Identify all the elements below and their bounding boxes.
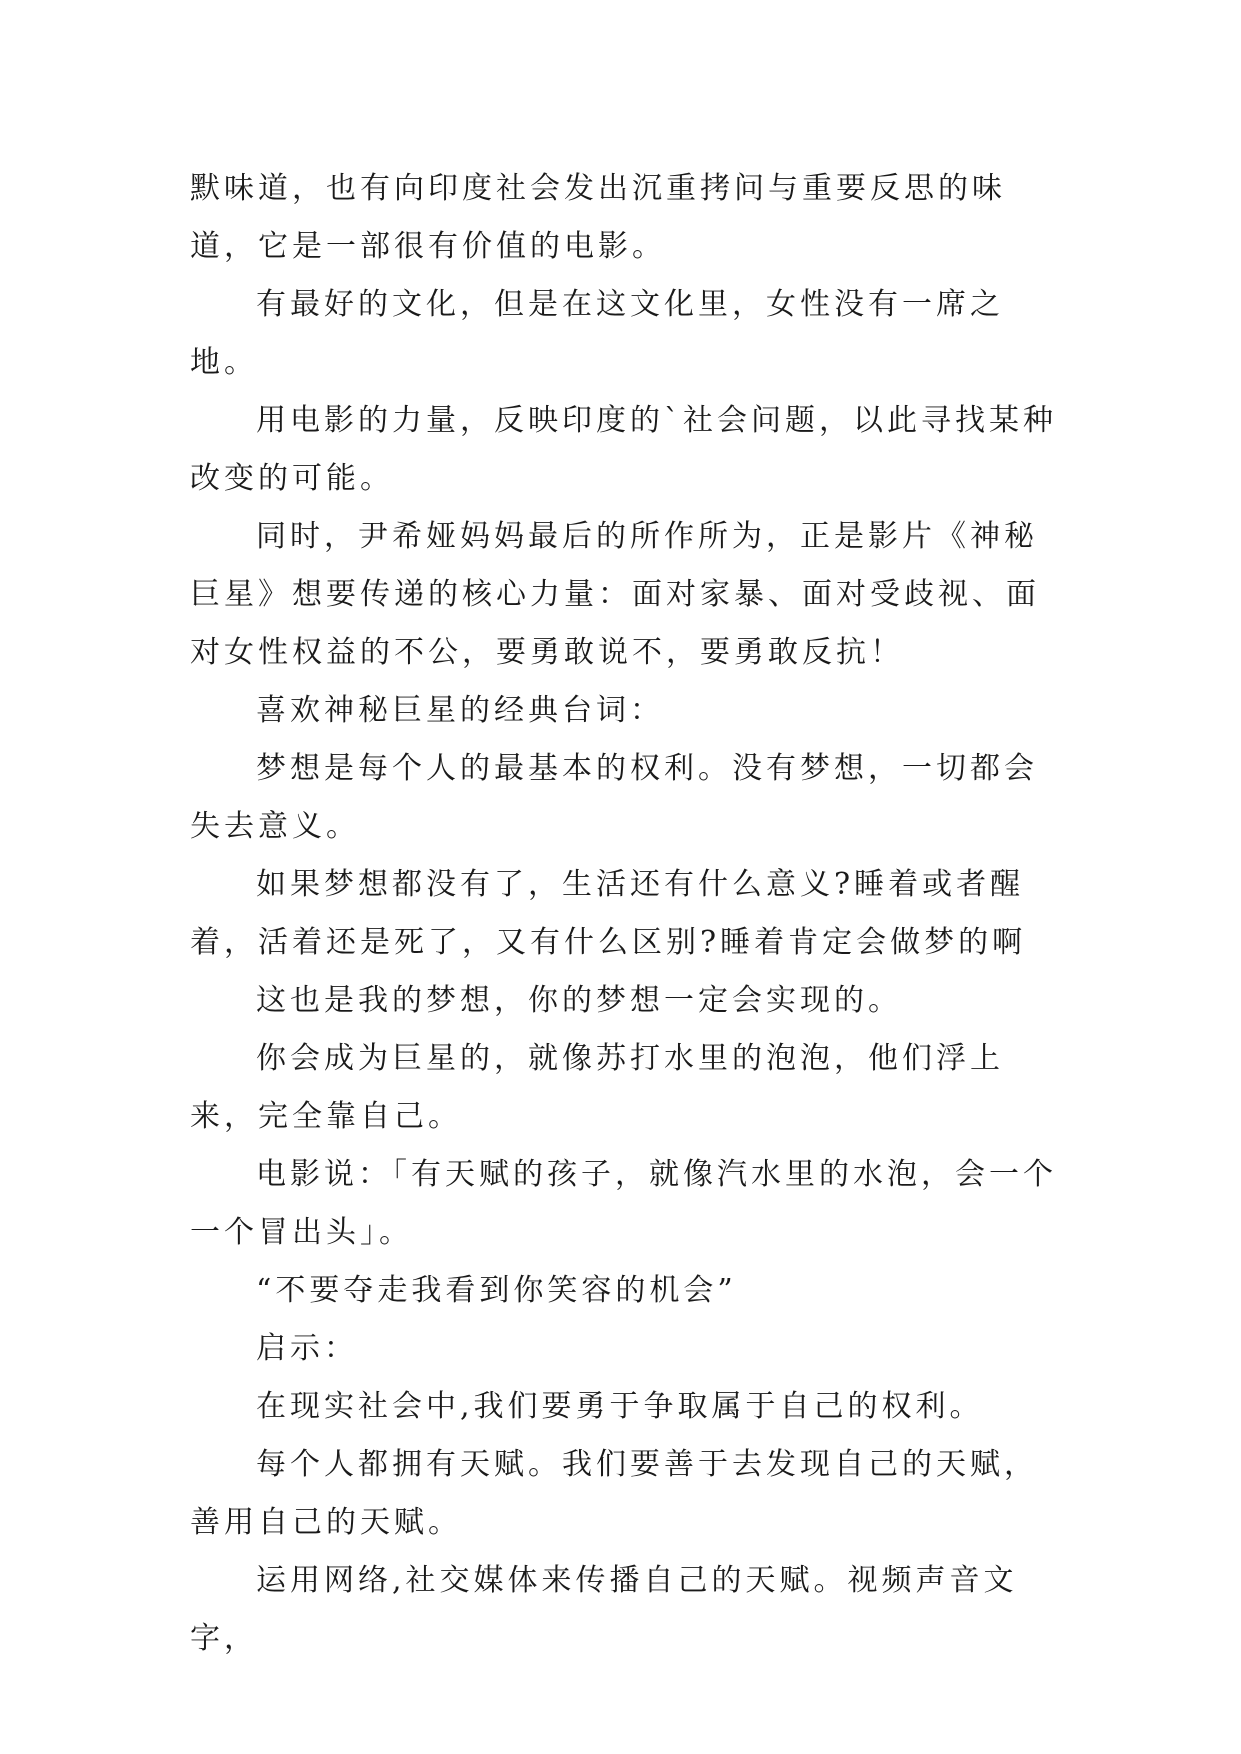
paragraph: 在现实社会中,我们要勇于争取属于自己的权利。 [256, 1389, 984, 1424]
paragraph: 每个人都拥有天赋。我们要善于去发现自己的天赋，善用自己的天赋。 [190, 1447, 1038, 1540]
paragraph: 如果梦想都没有了，生活还有什么意义?睡着或者醒着，活着还是死了，又有什么区别?睡着肯定会做梦的啊 [190, 867, 1027, 960]
paragraph: 喜欢神秘巨星的经典台词： [256, 693, 664, 728]
paragraph: 你会成为巨星的，就像苏打水里的泡泡，他们浮上来，完全靠自己。 [190, 1041, 1004, 1134]
body-text [190, 160, 1070, 1668]
paragraph: 默味道，也有向印度社会发出沉重拷问与重要反思的味道，它是一部很有价值的电影。 [190, 171, 1006, 264]
paragraph: 电影说：「有天赋的孩子，就像汽水里的水泡，会一个一个冒出头」。 [190, 1157, 1057, 1250]
paragraph: 用电影的力量，反映印度的`社会问题，以此寻找某种改变的可能。 [190, 403, 1057, 496]
paragraph: 运用网络,社交媒体来传播自己的天赋。视频声音文字， [190, 1563, 1018, 1656]
paragraph: “不要夺走我看到你笑容的机会” [256, 1273, 737, 1308]
paragraph: 这也是我的梦想，你的梦想一定会实现的。 [256, 983, 902, 1018]
paragraph: 有最好的文化，但是在这文化里，女性没有一席之地。 [190, 287, 1004, 380]
paragraph: 启示： [256, 1331, 358, 1366]
paragraph: 梦想是每个人的最基本的权利。没有梦想，一切都会失去意义。 [190, 751, 1038, 844]
paragraph: 同时，尹希娅妈妈最后的所作所为，正是影片《神秘巨星》想要传递的核心力量：面对家暴、面对受歧视、面对女性权益的不公，要勇敢说不，要勇敢反抗！ [190, 519, 1040, 670]
